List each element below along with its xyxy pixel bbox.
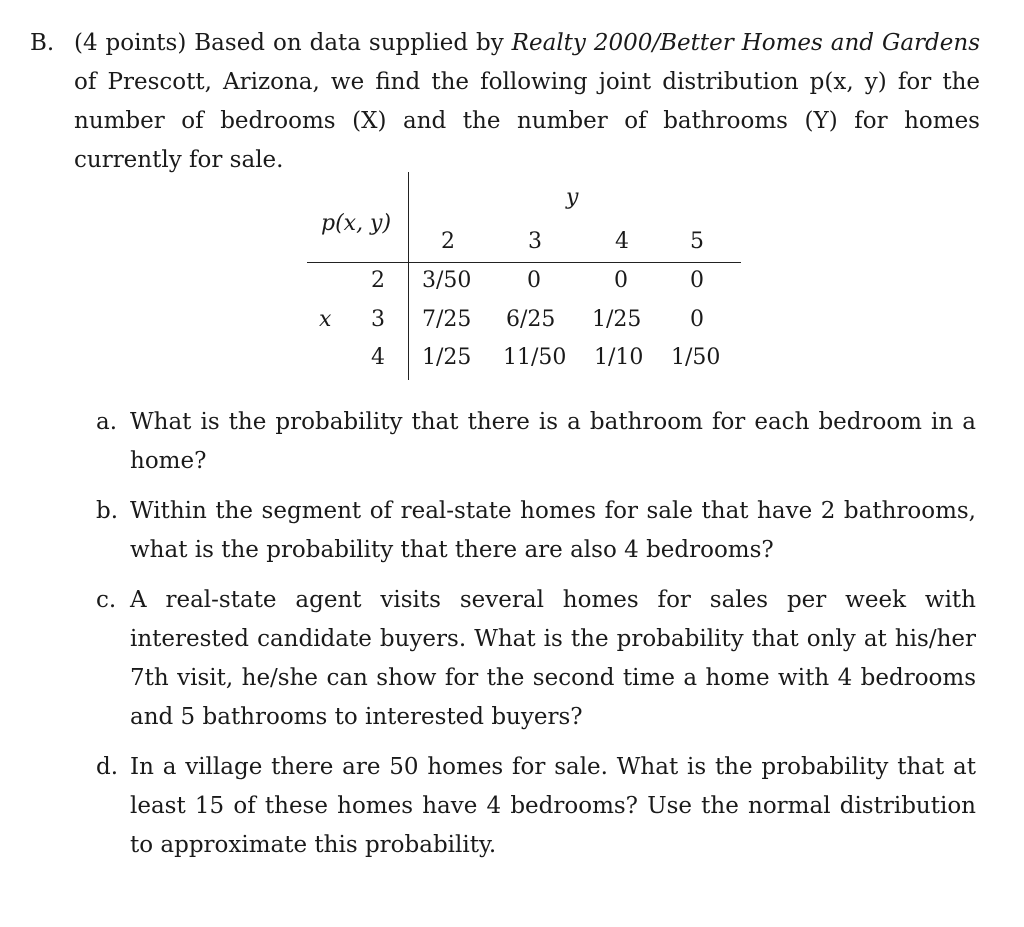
question-label: a.	[96, 409, 118, 435]
table-vertical-rule	[408, 172, 409, 380]
column-header: 2	[441, 229, 455, 254]
column-header: 3	[528, 229, 542, 254]
question-label: c.	[96, 587, 117, 613]
question-text: Within the segment of real-state homes for sale that have 2 bathrooms, what is the probability that there are also 4 bedrooms?	[130, 498, 976, 563]
table-cell: 1/50	[671, 345, 721, 370]
column-header: 4	[615, 229, 629, 254]
table-cell: 1/25	[422, 345, 472, 370]
table-cell: 0	[614, 268, 628, 293]
table-cell: 1/25	[592, 307, 642, 332]
question-a	[96, 403, 976, 481]
question-list	[96, 403, 976, 876]
table-cell: 3/50	[422, 268, 472, 293]
table-cell: 0	[527, 268, 541, 293]
problem-statement	[30, 24, 980, 180]
question-text: A real-state agent visits several homes for sales per week with interested candidate buyers. What is the probability that only at his/her 7th visit, he/she can show for the second time a home with 4 bedrooms and 5 bathrooms to interested buyers?	[130, 587, 976, 730]
row-header: 4	[371, 345, 385, 370]
table-corner-label: p(x, y)	[321, 211, 392, 236]
intro-pre-text: Based on data supplied by	[194, 30, 504, 56]
row-header: 3	[371, 307, 385, 332]
table-cell: 0	[690, 307, 704, 332]
column-header: 5	[690, 229, 704, 254]
table-cell: 11/50	[503, 345, 567, 370]
question-text: In a village there are 50 homes for sale. What is the probability that at least 15 of these homes have 4 bedrooms? Use the normal distribution to approximate this probability.	[130, 754, 976, 858]
question-label: b.	[96, 498, 119, 524]
question-d	[96, 748, 976, 865]
row-header: 2	[371, 268, 385, 293]
question-c	[96, 581, 976, 737]
table-row-variable: x	[319, 307, 332, 332]
source-name: Realty 2000/Better Homes and Gardens	[511, 30, 981, 56]
question-b	[96, 492, 976, 570]
table-cell: 7/25	[422, 307, 472, 332]
question-text: What is the probability that there is a bathroom for each bedroom in a home?	[130, 409, 976, 474]
question-label: d.	[96, 754, 119, 780]
table-cell: 1/10	[594, 345, 644, 370]
intro-post-text: of Prescott, Arizona, we find the following joint distribution p(x, y) for the number of bedrooms (X) and the number of bathrooms (Y) for homes currently for sale.	[74, 69, 980, 173]
points-text: (4 points)	[74, 30, 187, 56]
table-cell: 6/25	[506, 307, 556, 332]
table-cell: 0	[690, 268, 704, 293]
problem-intro	[74, 24, 980, 180]
problem-label: B.	[30, 30, 55, 56]
table-column-variable: y	[566, 185, 579, 210]
table-horizontal-rule	[307, 262, 741, 263]
joint-distribution-table	[307, 172, 742, 382]
